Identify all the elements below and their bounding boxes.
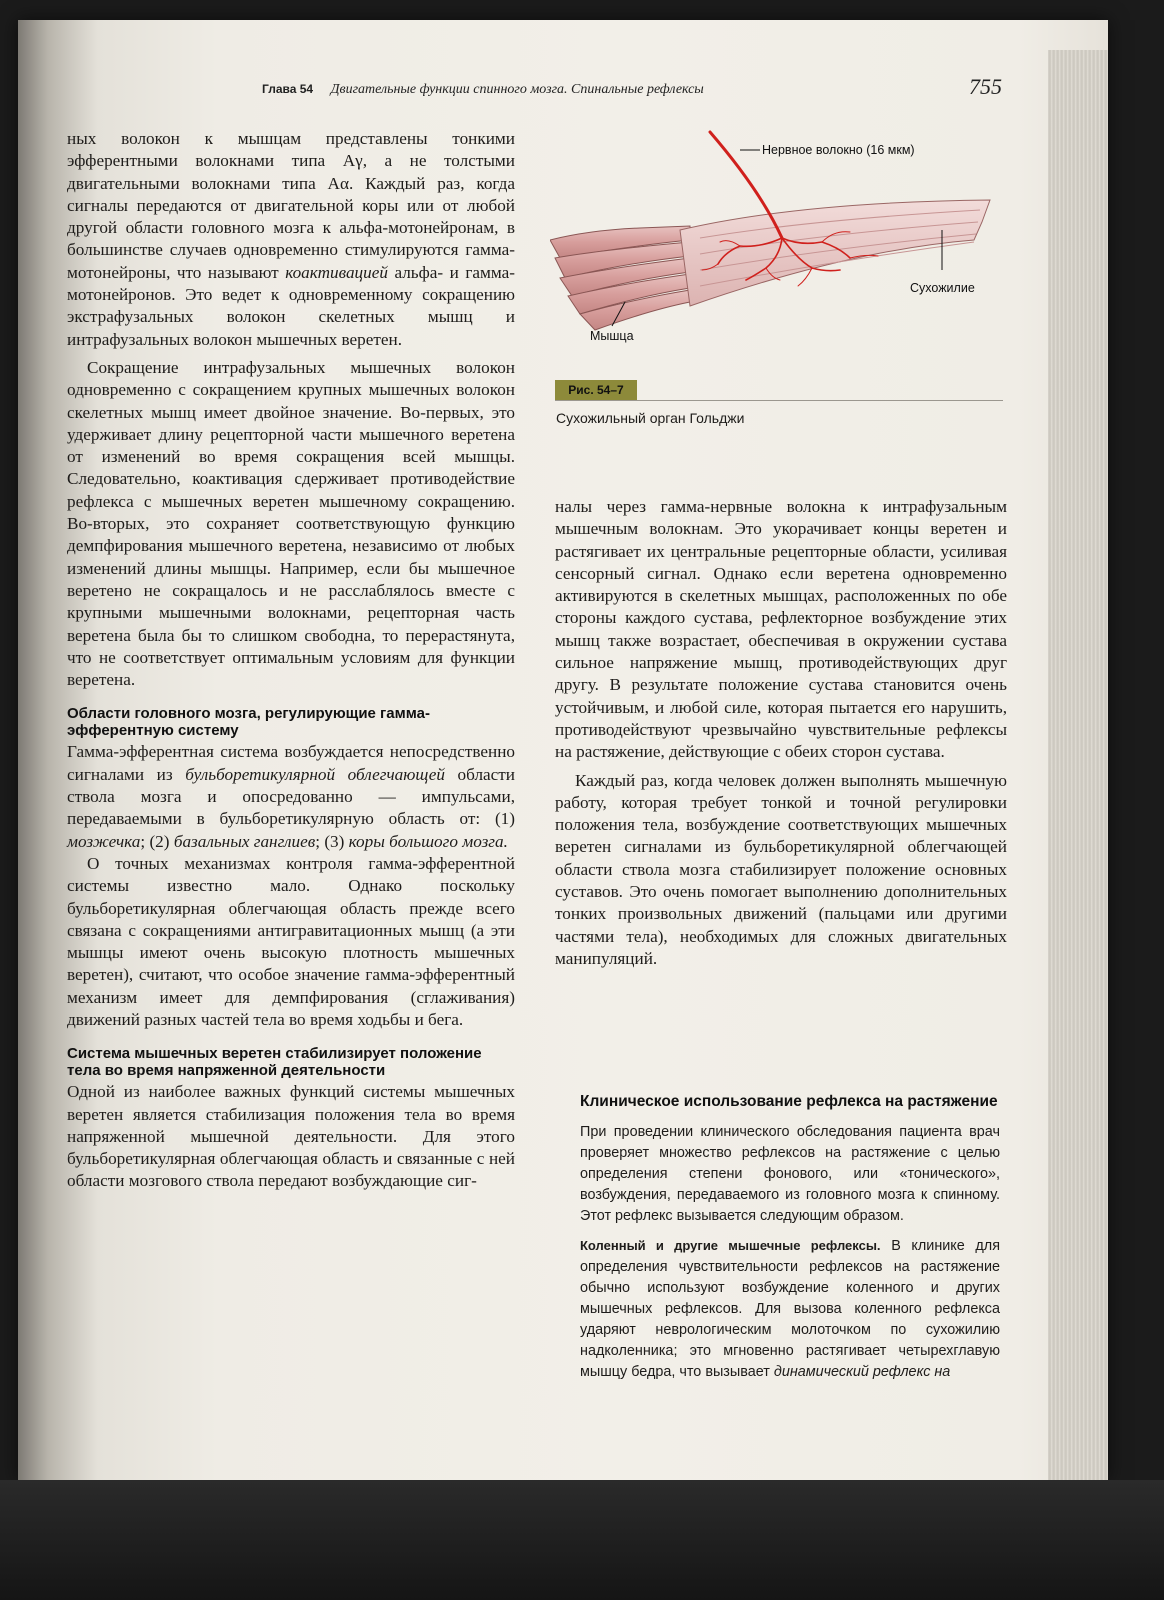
running-header [262, 74, 1002, 106]
page-number: 755 [969, 74, 1002, 99]
clinical-heading: Клиническое использование рефлекса на растяжение [580, 1093, 998, 1110]
page-edge-stack [1048, 50, 1108, 1490]
label-tendon: Сухожилие [910, 281, 975, 295]
label-muscle: Мышца [590, 329, 634, 343]
chapter-title: Двигательные функции спинного мозга. Спинальные рефлексы [330, 82, 704, 97]
figure-caption-bar [555, 380, 1003, 401]
label-nerve-fiber: Нервное волокно (16 мкм) [762, 143, 915, 157]
paragraph: Сокращение интрафузальных мышечных волокон одновременно с сокращением крупных мышечных волокон скелетных мышц имеет двойное значение. Во-первых, это удерживает длину рецепторной части мышечного веретена от изменений во время сокращения всей мышцы. Следовательно, коактивация сдерживает противодействие рефлекса с мышечных веретен мышечному сокращению. Во-вторых, это сохраняет соответствующую функцию демпфирования мышечного веретена, независимо от любых изменений длины мышцы. Например, если бы мышечное веретено не сокращалось и не расслаблялось вместе с крупными мышечными волокнами, рецепторная часть веретена была бы то слишком свободна, то перерастянута, что не соответствует оптимальным условиям для функции веретена. [67, 357, 515, 690]
clinical-box [580, 1092, 1000, 1383]
section-heading: Области головного мозга, регулирующие гамма-эфферентную систему [67, 705, 430, 740]
figure-tag: Рис. 54–7 [555, 380, 637, 400]
left-column [67, 128, 515, 1193]
paragraph: налы через гамма-нервные волокна к интрафузальным мышечным волокнам. Это укорачивает концы веретен и растягивает их центральные рецепторные области, усиливая сенсорный сигнал. Однако если веретена одновременно активируются в скелетных мышцах, расположенных по обе стороны каждого сустава, рефлекторное возбуждение этих мышц также возрастает, обеспечивая в окружении сустава сильное напряжение мышц, противодействующих друг другу. В результате положение сустава становится очень устойчивым, и любой силе, которая пытается его нарушить, противодействуют чрезвычайно чувствительные рефлексы на растяжение, действующие с обеих сторон сустава. [555, 497, 1007, 762]
paragraph: О точных механизмах контроля гамма-эфферентной системы известно мало. Однако поскольку бульборетикулярная облегчающая область прежде всего связана с сокращениями антигравитационных мышц (а эти мышцы имеют очень высокую плотность мышечных веретен), считают, что особое значение гамма-эфферентный механизм имеет для демпфирования (сглаживания) движений разных частей тела во время ходьбы и бега. [67, 853, 515, 1029]
paragraph: Гамма-эфферентная система возбуждается непосредственно сигналами из бульборетикулярной облегчающей области ствола мозга и опосредованно — импульсами, передаваемыми в бульборетикулярную область от: (1) мозжечка; (2) базальных ганглиев; (3) коры большого мозга. [67, 742, 515, 851]
paragraph: ных волокон к мышцам представлены тонкими эфферентными волокнами типа Aγ, а не толстыми двигательными волокнами типа Aα. Каждый раз, когда сигналы передаются от двигательной коры или от любой другой области головного мозга к альфа-мотонейронам, в большинстве случаев одновременно стимулируются гамма-мотонейроны, что называют коактивацией альфа- и гамма-мотонейронов. Это ведет к одновременному сокращению экстрафузальных волокон скелетных мышц и интрафузальных волокон мышечных веретен. [67, 129, 515, 349]
right-column [555, 496, 1007, 970]
muscle-fibers [550, 226, 690, 330]
paragraph: Коленный и другие мышечные рефлексы. В клинике для определения чувствительности рефлексов на растяжение обычно используют возбуждение коленного и других мышечных рефлексов. Для вызова коленного рефлекса ударяют неврологическим молоточком по сухожилию надколенника; это мгновенно растягивает четырехглавую мышцу бедра, что вызывает динамический рефлекс на [580, 1238, 1000, 1380]
paragraph: При проведении клинического обследования пациента врач проверяет множество рефлексов на растяжение с целью определения степени фонового, или «тонического», возбуждения, передаваемого из головного мозга к спинному. Этот рефлекс вызывается следующим образом. [580, 1124, 1000, 1224]
section-heading: Система мышечных веретен стабилизирует положение тела во время напряженной деятельности [67, 1045, 482, 1080]
figure-title: Сухожильный орган Гольджи [556, 410, 745, 426]
paragraph: Каждый раз, когда человек должен выполнять мышечную работу, которая требует тонкой и точной регулировки положения тела, возбуждение соответствующих мышечных веретен сигналами из бульборетикулярной облегчающей области ствола мозга стабилизирует положение основных суставов. Это очень помогает выполнению дополнительных тонких произвольных движений (пальцами или другими частями тела), необходимых для сложных двигательных манипуляций. [555, 770, 1007, 968]
golgi-tendon-illustration [550, 130, 1006, 380]
paragraph: Одной из наиболее важных функций системы мышечных веретен является стабилизация положения тела во время напряженной мышечной деятельности. Для этого бульборетикулярная облегчающая область и связанные с ней области мозгового ствола передают возбуждающие сиг- [67, 1082, 515, 1191]
chapter-label: Глава 54 [262, 82, 314, 96]
scan-shadow [0, 1480, 1164, 1600]
